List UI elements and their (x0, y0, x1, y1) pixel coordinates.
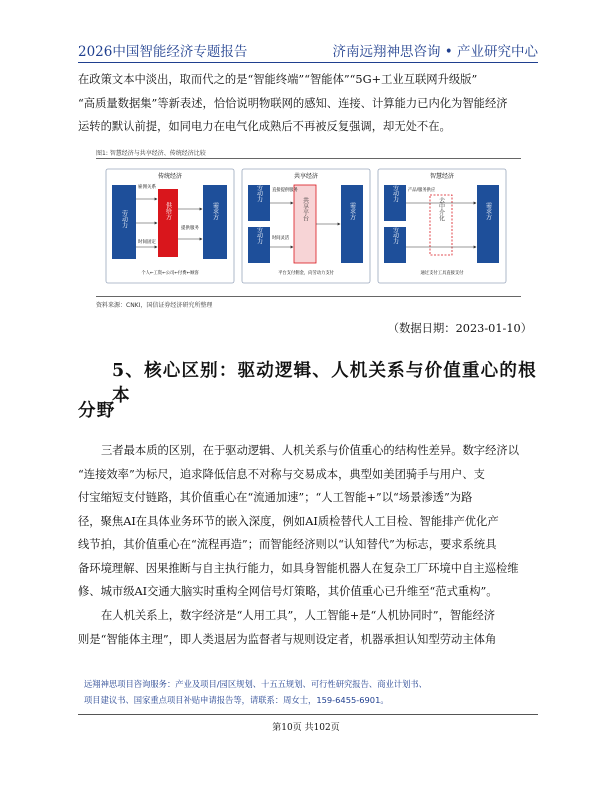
sharing-bottom-note: 平台支付佣金，向劳动力支付 (278, 271, 334, 276)
paragraph-line: “高质量数据集”等新表述，恰恰说明物联网的感知、连接、计算能力已内化为智能经济 (78, 96, 508, 110)
demand-label: 需求方 (348, 202, 356, 220)
figure-source: 资料来源：CNKI，国信证券经济研究所整理 (96, 302, 213, 309)
comparison-diagram (96, 159, 521, 301)
header-divider (78, 62, 538, 63)
time-flex-label: 时间灵活 (272, 236, 290, 241)
labor-label: 劳动力 (391, 226, 399, 244)
decentral-label: 去中介化 (437, 197, 445, 221)
footer-divider (78, 714, 538, 715)
figure-caption: 图1: 智慧经济与共享经济、传统经济比较 (96, 150, 206, 157)
panel-title: 传统经济 (157, 173, 183, 180)
page-header (78, 40, 538, 60)
demand-box (477, 185, 499, 263)
demand-box (203, 185, 227, 259)
panel-smart (378, 169, 506, 283)
paragraph-line: 线节拍，其价值重心在“流程再造”；而智能经济则以“认知替代”为标志，要求系统具 (78, 538, 497, 551)
labor-label: 劳动力 (255, 226, 263, 244)
figure-bottom-rule (96, 296, 521, 297)
body-paragraph-1 (78, 439, 540, 604)
panel-title: 共享经济 (293, 173, 319, 180)
labor-label: 劳动力 (391, 184, 399, 202)
employ-label: 雇佣关系 (138, 185, 156, 190)
section-heading-line1: 5、核心区别：驱动逻辑、人机关系与价值重心的根本 (112, 361, 537, 406)
labor-label: 劳动力 (255, 184, 263, 202)
paragraph-line: 付宝缩短支付链路，其价值重心在“流通加速”；“人工智能+”以“场景渗透”为路 (78, 491, 473, 504)
header-report-title: 2026中国智能经济专题报告 (78, 44, 248, 60)
paragraph-line: 径，聚焦AI在具体业务环节的嵌入深度，例如AI质检替代人工目检、智能排产优化产 (78, 514, 499, 528)
comparison-figure (96, 148, 521, 316)
paragraph-line: 则是“智能体主理”，即人类退居为监督者与规则设定者，机器承担认知型劳动主体角 (78, 632, 497, 646)
intro-paragraph (78, 68, 540, 139)
supply-label: 供给方 (164, 202, 172, 220)
header-organization: 济南远翔神思咨询 • 产业研究中心 (332, 44, 538, 60)
paragraph-line: 运转的默认前提，如同电力在电气化成熟后不再被反复强调，却无处不在。 (78, 120, 451, 133)
panel-title: 智慧经济 (429, 173, 455, 180)
smart-bottom-note: 通过支付工具直接支付 (420, 271, 464, 276)
section-heading-line2: 分野 (78, 401, 116, 421)
data-date: （数据日期：2023-01-10） (387, 322, 532, 335)
labor-label: 劳动力 (120, 210, 128, 228)
paragraph-line: 三者最本质的区别，在于驱动逻辑、人机关系与价值重心的结构性差异。数字经济以 (101, 444, 519, 457)
paragraph-line: 在政策文本中淡出，取而代之的是“智能终端”“智能体”“5G+工业互联网升级版” (78, 73, 478, 86)
paragraph-line: “连接效率”为标尺，追求降低信息不对称与交易成本，典型如美团骑手与用户、支 (78, 467, 485, 481)
panel-traditional (106, 169, 234, 283)
body-paragraph-2 (78, 604, 540, 651)
time-fixed-label: 时间固定 (138, 240, 156, 245)
paragraph-line: 修、城市级AI交通大脑实时重构全网信号灯策略，其价值重心已升维至“范式重构”。 (78, 585, 498, 598)
footer-note-line: 远翔神思项目咨询服务：产业及项目/园区规划、十五五规划、可行性研究报告、商业计划书、 (84, 679, 427, 689)
demand-label: 需求方 (484, 202, 492, 220)
demand-box (341, 185, 363, 263)
footer-note-line: 项目建议书、国家重点项目补贴申请报告等，请联系：周女士，159-6455-6901。 (84, 695, 389, 705)
direct-label: 直接提供服务 (272, 188, 298, 193)
platform-label: 共享平台 (301, 197, 309, 221)
paragraph-line: 在人机关系上，数字经济是“人用工具”，人工智能+是“人机协同时”，智能经济 (101, 609, 496, 622)
demand-label: 需求方 (211, 202, 219, 220)
paragraph-line: 备环境理解、因果推断与自主执行能力，如具身智能机器人在复杂工厂环境中自主巡检维 (78, 561, 519, 575)
product-label: 产品/服务供应 (408, 188, 436, 193)
panel-sharing (242, 169, 370, 283)
page-number: 第10页 共102页 (272, 723, 340, 733)
traditional-bottom-note: 个人←工资←公司←付费←顾客 (141, 271, 199, 276)
provide-label: 提供服务 (181, 226, 199, 231)
supply-box (158, 189, 178, 257)
footer-contact-note (84, 676, 544, 708)
